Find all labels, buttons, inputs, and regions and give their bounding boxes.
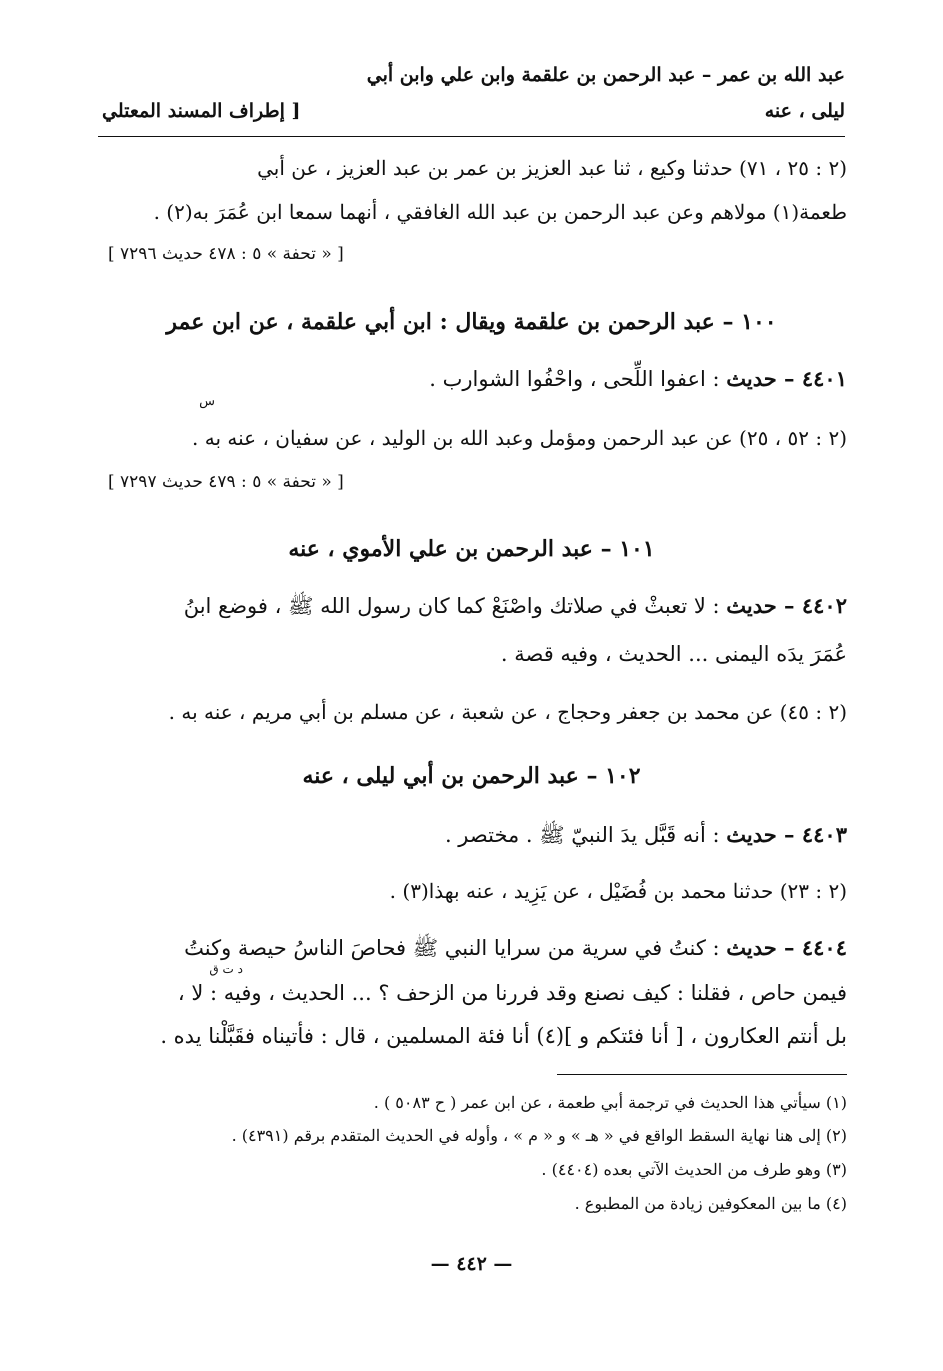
header-rule	[98, 136, 845, 137]
entry-isnad-line: طعمة(١) مولاهم وعن عبد الرحمن بن عبد الله الغافقي ، أنهما سمعا ابن عُمَرَ به(٢) .	[153, 200, 847, 224]
hadith-number: ٤٤٠٣ – حديث	[726, 822, 847, 847]
section-title-100: ١٠٠ – عبد الرحمن بن علقمة ويقال : ابن أبي علقمة ، عن ابن عمر	[166, 309, 777, 335]
tuhfa-citation: [ « تحفة » ٥ : ٤٧٩ حديث ٧٢٩٧ ]	[108, 472, 344, 492]
hadith-text-continued: عُمَرَ يدَه اليمنى ... الحديث ، وفيه قصة .	[500, 642, 847, 666]
hadith-text-continued: فيمن حاص ، فقلنا : كيف نصنع وقد فررنا من الزحف ؟ ... الحديث ، وفيه : لا ،	[177, 981, 847, 1005]
hadith-isnad: (٢ : ٤٥) عن محمد بن جعفر وحجاج ، عن شعبة ، عن مسلم بن أبي مريم ، عنه به .	[168, 700, 847, 724]
hadith-4404	[184, 935, 847, 966]
running-header-subtitle: ليلى ، عنه	[764, 100, 845, 122]
hadith-siglum: س	[199, 394, 215, 409]
hadith-number: ٤٤٠١ – حديث	[726, 366, 847, 391]
hadith-text-continued: بل أنتم العكارون ، [ أنا فئتكم و ](٤) أنا فئة المسلمين ، قال : فأتيناه فقَبَّلْنا يده .	[160, 1024, 847, 1048]
footnote: (٣) وهو طرف من الحديث الآتي بعده (٤٤٠٤) .	[541, 1160, 847, 1179]
section-title-101: ١٠١ – عبد الرحمن بن علي الأموي ، عنه	[288, 536, 655, 562]
page-number: — ٤٤٢ —	[430, 1253, 513, 1275]
entry-isnad-line: (٢ : ٢٥ ، ٧١) حدثنا وكيع ، ثنا عبد العزيز بن عمر بن عبد العزيز ، عن أبي	[257, 156, 847, 180]
hadith-4402	[184, 593, 847, 624]
tuhfa-citation: [ « تحفة » ٥ : ٤٧٨ حديث ٧٢٩٦ ]	[108, 244, 344, 264]
hadith-4401	[429, 366, 847, 391]
hadith-text: : اعفوا اللِّحى ، واحْفُوا الشوارب .	[429, 367, 720, 391]
hadith-4403	[445, 822, 847, 853]
hadith-isnad: (٢ : ٢٣) حدثنا محمد بن فُضَيْل ، عن يَزِيد ، عنه بهذا(٣) .	[389, 879, 847, 903]
hadith-siglum: د ت ق	[209, 962, 243, 976]
hadith-text: : لا تعبثْ في صلاتك واصْنَعْ كما كان رسول الله ﷺ ، فوضع ابنُ	[183, 594, 720, 618]
hadith-text: : أنه قَبَّل يدَ النبيّ ﷺ . مختصر .	[444, 823, 720, 847]
hadith-text: : كنتُ في سرية من سرايا النبي ﷺ فحاصَ الناسُ حيصة وكنتُ	[184, 936, 720, 960]
running-header-book: [ إطراف المسند المعتلي	[102, 100, 301, 122]
hadith-number: ٤٤٠٤ – حديث	[726, 935, 847, 960]
hadith-isnad: (٢ : ٥٢ ، ٢٥) عن عبد الرحمن ومؤمل وعبد الله بن الوليد ، عن سفيان ، عنه به .	[192, 426, 847, 450]
footnote: (٢) إلى هنا نهاية السقط الواقع في « هـ » و « م » ، وأوله في الحديث المتقدم برقم (٤٣٩١) .	[231, 1126, 847, 1145]
section-title-102: ١٠٢ – عبد الرحمن بن أبي ليلى ، عنه	[302, 763, 641, 789]
running-header-title: عبد الله بن عمر – عبد الرحمن بن علقمة وابن علي وابن أبي	[366, 64, 845, 86]
footnote-rule	[557, 1074, 847, 1075]
footnote: (٤) ما بين المعكوفين زيادة من المطبوع .	[574, 1194, 847, 1213]
hadith-number: ٤٤٠٢ – حديث	[726, 593, 847, 618]
footnote: (١) سيأتي هذا الحديث في ترجمة أبي طعمة ، عن ابن عمر ( ح ٥٠٨٣ ) .	[373, 1093, 847, 1112]
